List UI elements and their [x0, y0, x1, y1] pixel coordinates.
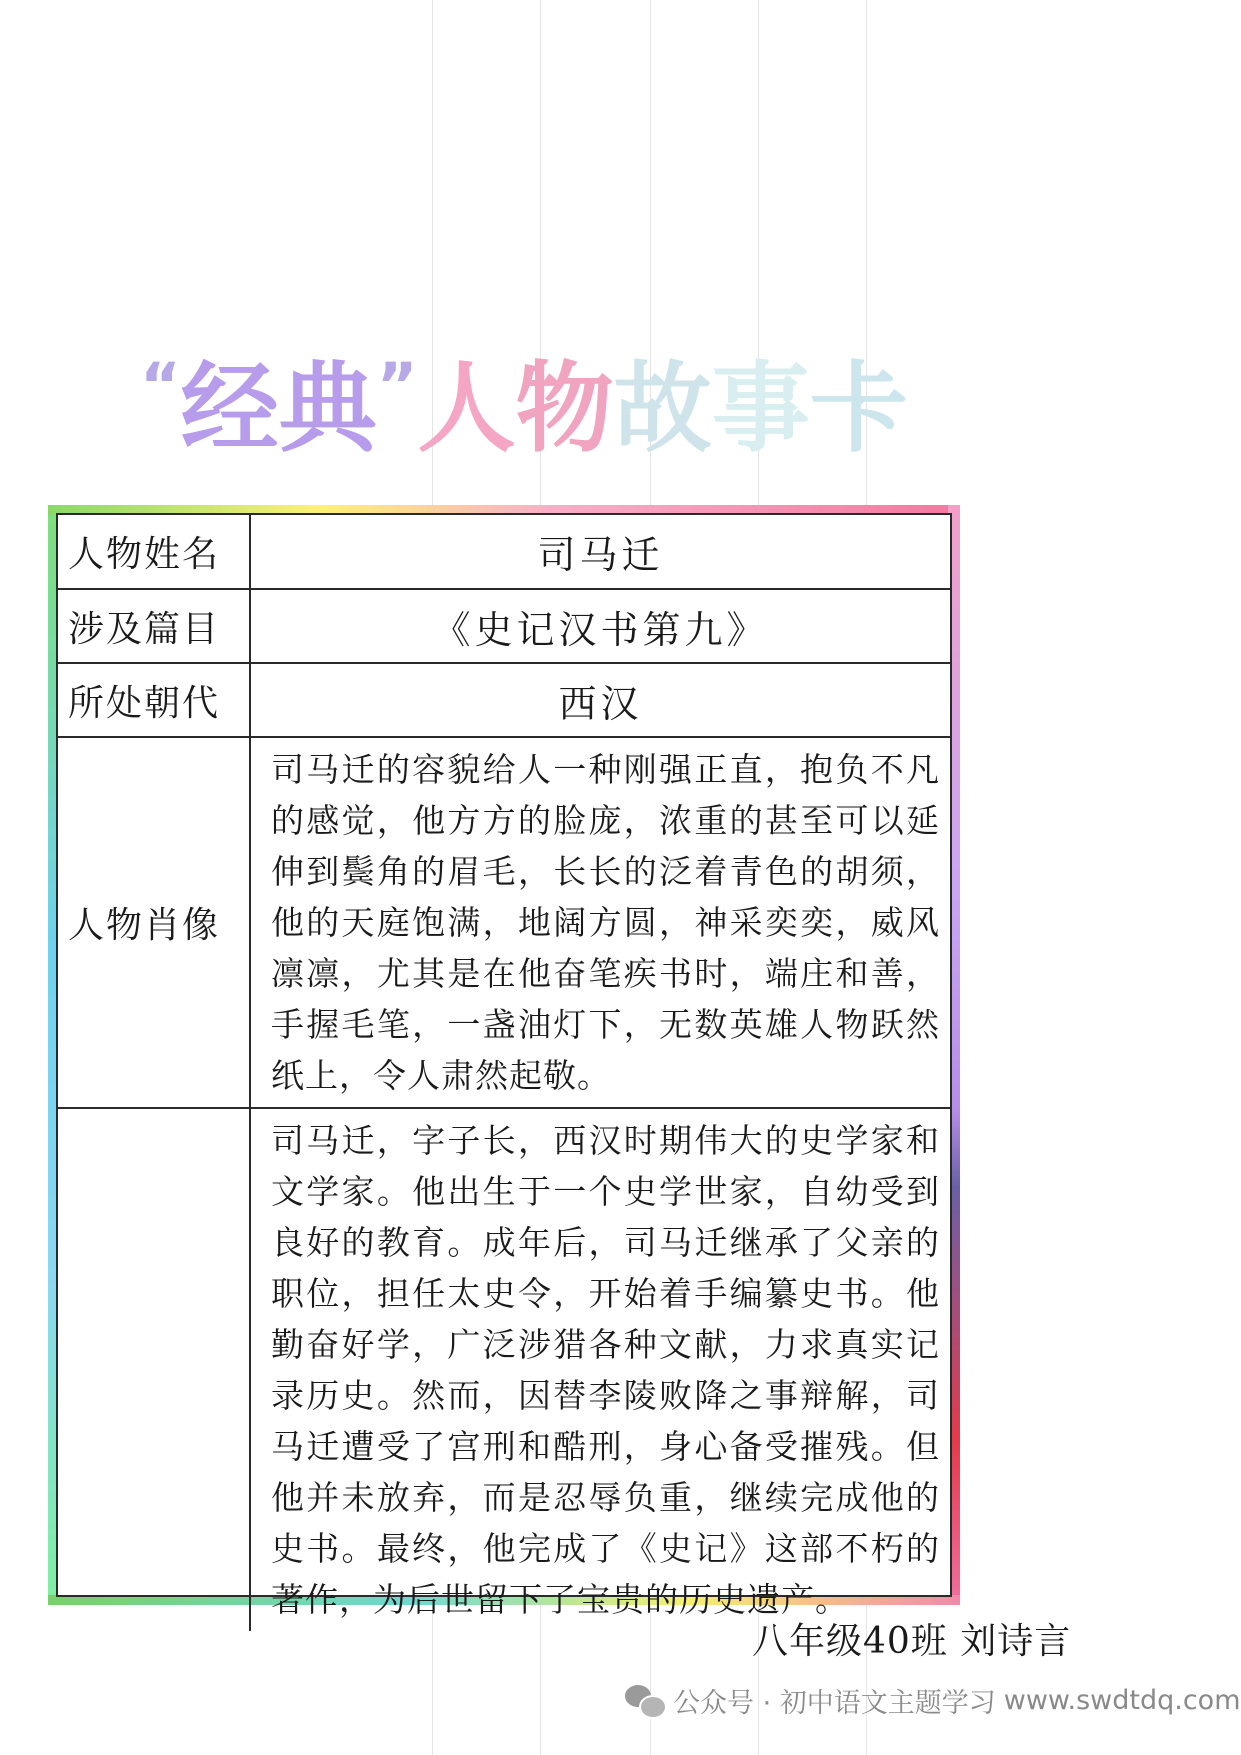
wechat-icon	[625, 1683, 665, 1717]
title-char: 故	[613, 351, 712, 466]
title-char: 物	[515, 351, 614, 466]
official-account-text: 公众号 · 初中语文主题学习	[673, 1687, 996, 1719]
title-char: 事	[711, 351, 810, 466]
title-open-quote: “	[140, 348, 181, 422]
row-label-dynasty: 所处朝代	[58, 663, 250, 737]
row-value-dynasty: 西汉	[250, 663, 950, 737]
row-label-chapter: 涉及篇目	[58, 589, 250, 663]
rainbow-frame	[48, 505, 960, 1619]
footer-watermark	[625, 1678, 1241, 1722]
card-title	[140, 330, 908, 470]
table-row	[58, 515, 950, 589]
table-row	[58, 737, 950, 1108]
site-watermark: www.swdtdq.com	[1003, 1684, 1241, 1716]
row-value-portrait: 司马迁的容貌给人一种刚强正直，抱负不凡的感觉，他方方的脸庞，浓重的甚至可以延伸到鬓角的眉毛，长长的泛着青色的胡须，他的天庭饱满，地阔方圆，神采奕奕，威风凛凛，尤其是在他奋笔疾书时，端庄和善，手握毛笔，一盏油灯下，无数英雄人物跃然纸上，令人肃然起敬。	[250, 737, 950, 1108]
row-label-portrait: 人物肖像	[58, 737, 250, 1108]
table-row	[58, 663, 950, 737]
title-close-quote: ”	[376, 348, 418, 422]
title-char: 经	[180, 351, 279, 466]
card-sheet	[56, 513, 952, 1619]
row-label-story	[58, 1108, 250, 1631]
title-char: 卡	[809, 351, 908, 466]
table-row	[58, 589, 950, 663]
title-char: 人	[417, 351, 516, 466]
row-value-name: 司马迁	[250, 515, 950, 589]
row-label-name: 人物姓名	[58, 515, 250, 589]
row-value-story: 司马迁，字子长，西汉时期伟大的史学家和文学家。他出生于一个史学世家，自幼受到良好的教育。成年后，司马迁继承了父亲的职位，担任太史令，开始着手编纂史书。他勤奋好学，广泛涉猎各种文献，力求真实记录历史。然而，因替李陵败降之事辩解，司马迁遭受了宫刑和酷刑，身心备受摧残。但他并未放弃，而是忍辱负重，继续完成他的史书。最终，他完成了《史记》这部不朽的著作，为后世留下了宝贵的历史遗产。	[250, 1108, 950, 1631]
table-row	[58, 1108, 950, 1631]
author-signature: 八年级40班 刘诗言	[752, 1621, 1072, 1662]
story-card-table	[58, 515, 950, 1631]
title-char: 典	[278, 351, 377, 466]
row-value-chapter: 《史记汉书第九》	[250, 589, 950, 663]
